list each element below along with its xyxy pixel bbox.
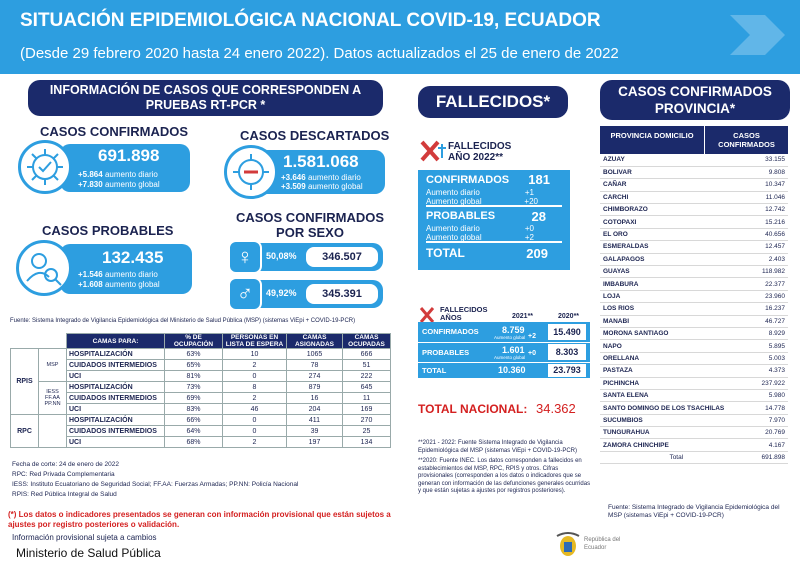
camas-subgroup (39, 415, 67, 448)
camas-group: RPC (11, 415, 39, 448)
provincia-name: LOJA (600, 290, 753, 302)
provincia-name: SANTO DOMINGO DE LOS TSACHILAS (600, 402, 753, 414)
fa-prob-2021: 1.601 (502, 345, 525, 355)
provincia-value: 33.155 (753, 154, 788, 166)
sexo-title: CASOS CONFIRMADOS POR SEXO (235, 210, 385, 240)
camas-cell: 39 (287, 426, 343, 437)
provincia-row (600, 278, 788, 290)
total-nacional-value: 34.362 (536, 401, 576, 416)
left-fuente: Fuente: Sistema Integrado de Vigilancia Epidemiológica del Ministerio de Salud Pública (MSP) (sistemas ViEpi + COVID-19-PCR) (10, 318, 356, 324)
confirmados-value: 691.898 (98, 146, 160, 165)
provincia-row (600, 315, 788, 327)
camas-cell: 879 (287, 382, 343, 393)
fa-prob-label: PROBABLES (422, 348, 470, 357)
provincia-value: 16.237 (753, 303, 788, 315)
fallecidos-2022-card (418, 170, 570, 270)
fa-conf-label: CONFIRMADOS (422, 327, 479, 336)
provincia-row (600, 389, 788, 401)
camas-cell: 134 (343, 437, 391, 448)
fa-conf-2020: 15.490 (548, 324, 586, 340)
provincia-value: 23.960 (753, 290, 788, 302)
f22-conf-label: CONFIRMADOS (426, 173, 510, 186)
male-pct: 49,92% (266, 288, 297, 298)
descartados-daily: +3.646 (281, 173, 306, 182)
provincia-value: 237.922 (753, 377, 788, 389)
camas-cell: 2 (223, 393, 287, 404)
camas-header: CAMAS PARA: (67, 334, 165, 349)
camas-cell: 46 (223, 404, 287, 415)
camas-row (11, 371, 391, 382)
provincia-row (600, 290, 788, 302)
provincias-header-provincia: PROVINCIA DOMICILIO (610, 131, 694, 140)
virus-minus-icon (224, 145, 278, 199)
camas-subgroup: IESS FF.AA PP.NN (39, 382, 67, 415)
footer-provisional: Información provisional sujeta a cambios (12, 533, 157, 542)
camas-cell: 66% (165, 415, 223, 426)
camas-table-wrapper (10, 333, 391, 448)
male-icon: ♂ (228, 277, 262, 311)
camas-header: CAMAS ASIGNADAS (287, 334, 343, 349)
provincia-name: MANABI (600, 315, 753, 327)
camas-row-label: UCI (67, 371, 165, 382)
provincia-name: CARCHI (600, 191, 753, 203)
camas-cell: 0 (223, 415, 287, 426)
camas-cell: 16 (287, 393, 343, 404)
f22-daily-label: Aumento diario (426, 187, 480, 197)
provincia-row (600, 166, 788, 178)
provincia-row (600, 377, 788, 389)
camas-row (11, 415, 391, 426)
camas-cell: 83% (165, 404, 223, 415)
camas-cell: 11 (343, 393, 391, 404)
probables-daily-label: aumento diario (104, 270, 158, 279)
provincia-name: Total (600, 451, 753, 463)
provincia-row (600, 352, 788, 364)
female-icon: ♀ (228, 240, 262, 274)
provincia-value: 11.046 (753, 191, 788, 203)
decorative-chevron-icon (710, 10, 790, 60)
confirmados-daily: +5.864 (78, 170, 103, 179)
provincia-name: GALAPAGOS (600, 253, 753, 265)
fallecidos-notes (418, 440, 592, 496)
provincia-value: 5.980 (753, 389, 788, 401)
f22-prob-daily-label: Aumento diario (426, 223, 480, 233)
camas-header: CAMAS OCUPADAS (343, 334, 391, 349)
header-banner (0, 0, 800, 74)
camas-cell: 411 (287, 415, 343, 426)
camas-cell: 270 (343, 415, 391, 426)
camas-cell: 81% (165, 371, 223, 382)
provincia-row (600, 154, 788, 166)
provincia-name: IMBABURA (600, 278, 753, 290)
camas-row-label: HOSPITALIZACIÓN (67, 382, 165, 393)
provincia-name: BOLIVAR (600, 166, 753, 178)
camas-row (11, 426, 391, 437)
camas-cell: 78 (287, 360, 343, 371)
camas-cell: 64% (165, 426, 223, 437)
fa-total-2021: 10.360 (498, 365, 526, 375)
provincia-value: 4.167 (753, 439, 788, 451)
provincia-name: EL ORO (600, 228, 753, 240)
fallecidos-2022-title: FALLECIDOS AÑO 2022** (448, 141, 512, 163)
camas-row (11, 382, 391, 393)
camas-cell: 645 (343, 382, 391, 393)
camas-table (10, 333, 391, 448)
provincia-row (600, 402, 788, 414)
camas-group: RPIS (11, 349, 39, 415)
camas-note: RPIS: Red Pública Integral de Salud (12, 491, 117, 498)
f22-prob-label: PROBABLES (426, 210, 496, 222)
camas-row (11, 437, 391, 448)
camas-cell: 204 (287, 404, 343, 415)
provincia-row (600, 365, 788, 377)
provincia-value: 12.457 (753, 241, 788, 253)
descartados-value: 1.581.068 (283, 152, 359, 171)
camas-cell: 68% (165, 437, 223, 448)
camas-row-label: CUIDADOS INTERMEDIOS (67, 393, 165, 404)
rtpcr-banner: INFORMACIÓN DE CASOS QUE CORRESPONDEN A PRUEBAS RT-PCR * (28, 80, 383, 116)
camas-cell: 65% (165, 360, 223, 371)
provincia-name: COTOPAXI (600, 216, 753, 228)
camas-subgroup: MSP (39, 349, 67, 382)
provincia-name: GUAYAS (600, 266, 753, 278)
male-card (250, 280, 383, 308)
fallecidos-note: **2020: Fuente INEC. Los datos corresponden a fallecidos en establecimientos del MSP, RPC, RPIS y otros. Cifras provisionales (corresponden a los datos o indicadores que se generan con información de las defunciones generales ocurridas y que están sujetas a ajustes por registros posteriores). (418, 458, 591, 494)
provincias-table (600, 154, 788, 464)
camas-row-label: UCI (67, 404, 165, 415)
confirmados-card (60, 144, 190, 192)
fa-conf-2021: 8.759 (502, 325, 525, 335)
footer-logo-text: República del Ecuador (584, 537, 621, 551)
camas-row (11, 393, 391, 404)
provincia-row (600, 253, 788, 265)
provincias-table-wrapper (600, 126, 788, 464)
camas-cell: 2 (223, 360, 287, 371)
f22-global-label: Aumento global (426, 196, 482, 206)
camas-cell: 0 (223, 371, 287, 382)
provincia-value: 10.347 (753, 179, 788, 191)
fa-prob-2021-delta: +0 (528, 350, 536, 357)
fa-conf-2021-delta: +2 (528, 333, 536, 340)
provincia-row (600, 204, 788, 216)
provincia-row (600, 266, 788, 278)
footer-warning: (*) Los datos o indicadores presentados se generan con información provisional que están sujetos a ajustes por registro posteriores o validación. (8, 510, 391, 529)
camas-cell: 0 (223, 426, 287, 437)
provincia-value: 8.929 (753, 327, 788, 339)
cross-icon (418, 138, 448, 164)
provincia-value: 118.982 (753, 266, 788, 278)
provincia-row (600, 303, 788, 315)
descartados-daily-label: aumento diario (307, 173, 361, 182)
provincia-row (600, 327, 788, 339)
female-pct: 50,08% (266, 251, 297, 261)
total-nacional-label: TOTAL NACIONAL: (418, 402, 528, 416)
confirmados-global-label: aumento global (104, 180, 160, 189)
probables-global: +1.608 (78, 280, 103, 289)
camas-notes (12, 460, 298, 500)
provincia-row (600, 241, 788, 253)
provincia-value: 2.403 (753, 253, 788, 265)
female-value: 346.507 (306, 247, 378, 267)
f22-conf-value: 181 (528, 172, 550, 187)
camas-note: IESS: Instituto Ecuatoriano de Seguridad Social; FF.AA: Fuerzas Armadas; PP.NN: Policía Nacional (12, 481, 299, 488)
provincias-header-casos: CASOS CONFIRMADOS (704, 126, 788, 154)
fallecidos-anios-card (418, 322, 590, 378)
provincia-row (600, 191, 788, 203)
provincia-row (600, 439, 788, 451)
provincia-name: TUNGURAHUA (600, 427, 753, 439)
provincia-value: 691.898 (753, 451, 788, 463)
fa-total-2020: 23.793 (548, 364, 586, 377)
fallecidos-anios-title: FALLECIDOS AÑOS (440, 305, 488, 322)
provincia-name: SANTA ELENA (600, 389, 753, 401)
f22-global-value: +20 (524, 196, 538, 206)
camas-cell: 169 (343, 404, 391, 415)
provincia-value: 4.373 (753, 365, 788, 377)
provincia-name: CAÑAR (600, 179, 753, 191)
f22-prob-value: 28 (531, 208, 546, 224)
provincia-name: LOS RIOS (600, 303, 753, 315)
probables-title: CASOS PROBABLES (42, 223, 174, 238)
camas-row-label: CUIDADOS INTERMEDIOS (67, 426, 165, 437)
provincia-row (600, 228, 788, 240)
female-card (250, 243, 383, 271)
camas-cell: 8 (223, 382, 287, 393)
person-search-icon (16, 240, 72, 296)
camas-cell: 222 (343, 371, 391, 382)
camas-note: Fecha de corte: 24 de enero de 2022 (12, 461, 119, 468)
fallecidos-banner: FALLECIDOS* (418, 86, 568, 118)
camas-row-label: HOSPITALIZACIÓN (67, 349, 165, 360)
col-2020: 2020** (558, 313, 580, 320)
camas-cell: 69% (165, 393, 223, 404)
probables-global-label: aumento global (104, 280, 160, 289)
provincia-name: ZAMORA CHINCHIPE (600, 439, 753, 451)
camas-cell: 51 (343, 360, 391, 371)
camas-row (11, 404, 391, 415)
camas-row-label: UCI (67, 437, 165, 448)
camas-cell: 274 (287, 371, 343, 382)
camas-cell: 2 (223, 437, 287, 448)
provincias-banner: CASOS CONFIRMADOS PROVINCIA* (600, 80, 790, 120)
provincia-name: ORELLANA (600, 352, 753, 364)
f22-prob-daily-value: +0 (524, 223, 534, 233)
camas-row-label: CUIDADOS INTERMEDIOS (67, 360, 165, 371)
descartados-global-label: aumento global (307, 182, 363, 191)
provincia-value: 20.769 (753, 427, 788, 439)
provincia-row (600, 179, 788, 191)
fa-total-label: TOTAL (422, 366, 447, 375)
provincia-name: ESMERALDAS (600, 241, 753, 253)
confirmados-global: +7.830 (78, 180, 103, 189)
camas-note: RPC: Red Privada Complementaria (12, 471, 115, 478)
camas-header: PERSONAS EN LISTA DE ESPERA (223, 334, 287, 349)
provincia-row (600, 216, 788, 228)
page-subtitle: (Desde 29 febrero 2020 hasta 24 enero 2022). Datos actualizados el 25 de enero de 2022 (20, 45, 619, 62)
f22-daily-value: +1 (524, 187, 534, 197)
camas-cell: 25 (343, 426, 391, 437)
fa-prob-2020: 8.303 (548, 344, 586, 360)
virus-check-icon (18, 140, 72, 194)
provincia-value: 5.003 (753, 352, 788, 364)
provincia-value: 46.727 (753, 315, 788, 327)
provincia-value: 15.216 (753, 216, 788, 228)
provincia-value: 7.970 (753, 414, 788, 426)
fallecidos-note: **2021 - 2022: Fuente Sistema Integrado de Vigilancia Epidemiológica del MSP (sistemas ViEpi + COVID-19-PCR) (418, 440, 578, 454)
provincia-row (600, 427, 788, 439)
provincia-value: 5.895 (753, 340, 788, 352)
camas-cell: 73% (165, 382, 223, 393)
fa-prob-2021-sub: Aumento global (494, 355, 526, 360)
f22-prob-global-label: Aumento global (426, 232, 482, 242)
confirmados-daily-label: aumento diario (104, 170, 158, 179)
camas-cell: 10 (223, 349, 287, 360)
provincia-value: 12.742 (753, 204, 788, 216)
probables-card (60, 244, 192, 294)
provincia-row (600, 340, 788, 352)
f22-total-value: 209 (526, 245, 548, 261)
camas-cell: 197 (287, 437, 343, 448)
provincias-fuente: Fuente: Sistema Integrado de Vigilancia Epidemiológica del MSP (sistemas ViEpi + COVID-19-PCR) (608, 504, 780, 519)
footer-ministerio: Ministerio de Salud Pública (16, 546, 161, 560)
provincia-name: PICHINCHA (600, 377, 753, 389)
camas-cell: 1065 (287, 349, 343, 360)
confirmados-title: CASOS CONFIRMADOS (40, 124, 189, 139)
provincia-name: MORONA SANTIAGO (600, 327, 753, 339)
col-2021: 2021** (512, 313, 534, 320)
camas-cell: 63% (165, 349, 223, 360)
camas-row-label: HOSPITALIZACIÓN (67, 415, 165, 426)
camas-header: % DE OCUPACIÓN (165, 334, 223, 349)
provincia-value: 9.808 (753, 166, 788, 178)
descartados-title: CASOS DESCARTADOS (240, 128, 390, 143)
provincia-row (600, 414, 788, 426)
provincia-value: 14.778 (753, 402, 788, 414)
probables-daily: +1.546 (78, 270, 103, 279)
provincia-row (600, 451, 788, 463)
provincia-value: 22.377 (753, 278, 788, 290)
fa-conf-2021-sub: Aumento global (494, 335, 526, 340)
f22-prob-global-value: +2 (524, 232, 534, 242)
page-title: SITUACIÓN EPIDEMIOLÓGICA NACIONAL COVID-19, ECUADOR (20, 10, 601, 31)
provincia-name: PASTAZA (600, 365, 753, 377)
camas-row (11, 349, 391, 360)
provincia-value: 40.656 (753, 228, 788, 240)
camas-row (11, 360, 391, 371)
ecuador-coat-of-arms-icon (555, 530, 581, 558)
provincia-name: SUCUMBIOS (600, 414, 753, 426)
provincia-name: AZUAY (600, 154, 753, 166)
provincia-name: NAPO (600, 340, 753, 352)
provincia-name: CHIMBORAZO (600, 204, 753, 216)
probables-value: 132.435 (102, 248, 164, 267)
f22-total-label: TOTAL (426, 246, 465, 260)
descartados-global: +3.509 (281, 182, 306, 191)
camas-cell: 666 (343, 349, 391, 360)
male-value: 345.391 (306, 284, 378, 304)
